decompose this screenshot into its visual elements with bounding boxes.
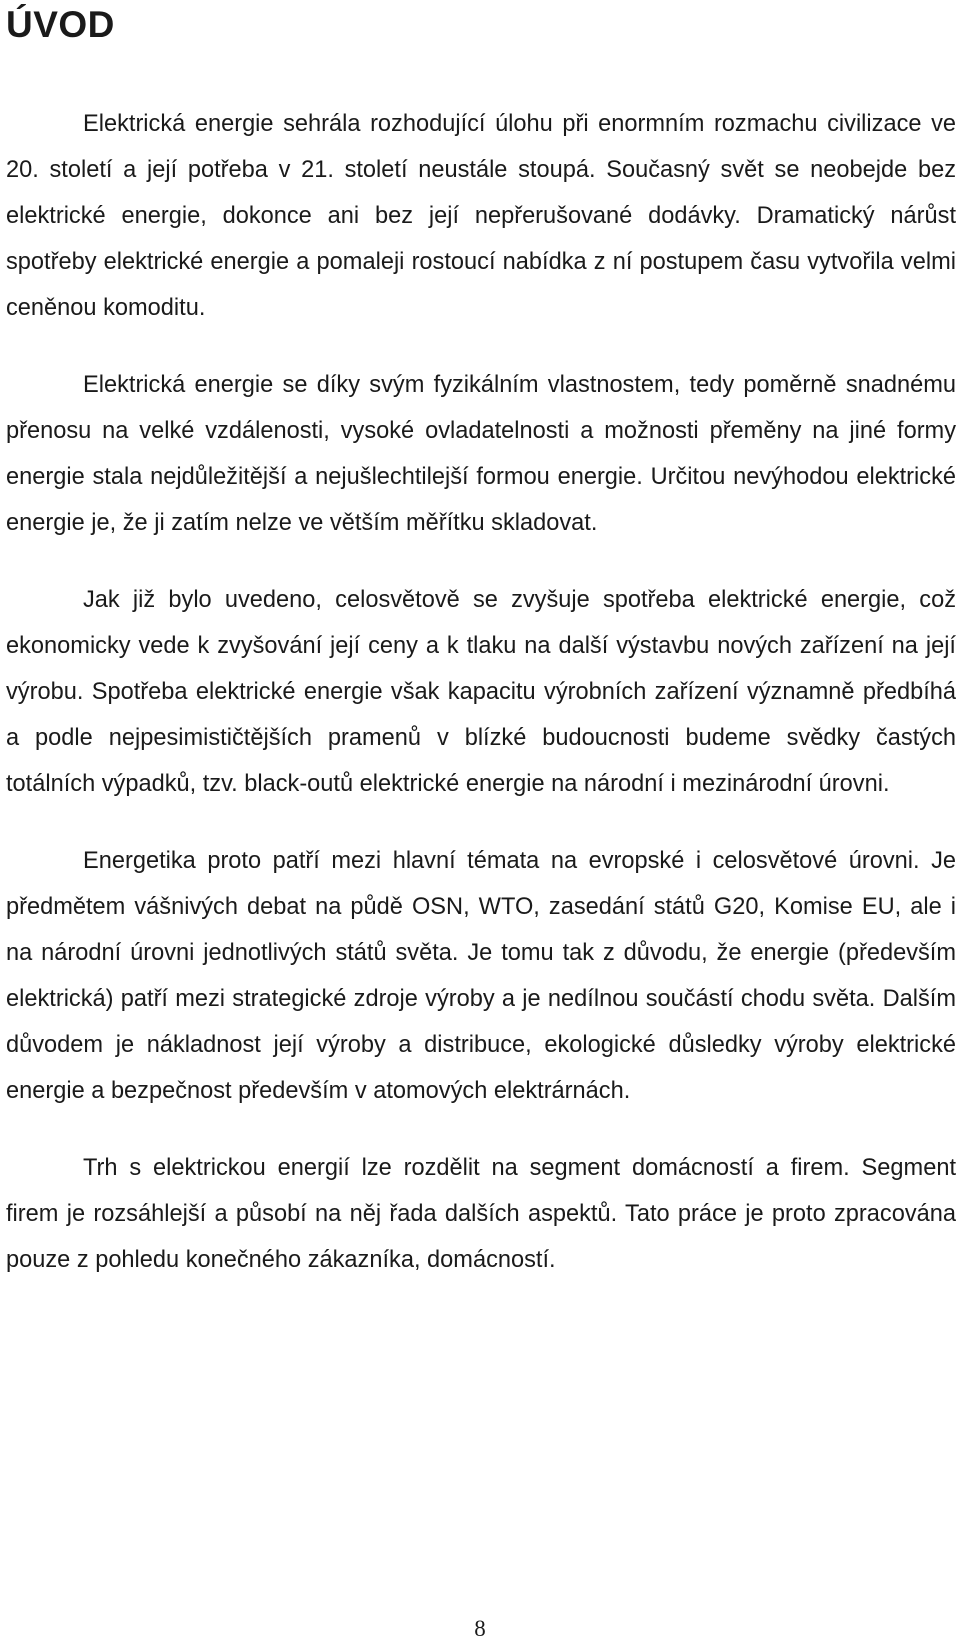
page-number: 8 <box>474 1616 486 1641</box>
body-text <box>6 101 956 1314</box>
section-heading: ÚVOD <box>6 4 115 45</box>
paragraph-2: Elektrická energie se díky svým fyzikálním vlastnostem, tedy poměrně snadnému přenosu na velké vzdálenosti, vysoké ovladatelnosti a možnosti přeměny na jiné formy energie stala nejdůležitější a nejušlechtilejší formou energie. Určitou nevýhodou elektrické energie je, že ji zatím nelze ve větším měřítku skladovat. <box>6 372 956 536</box>
paragraph-4: Energetika proto patří mezi hlavní témata na evropské i celosvětové úrovni. Je předmětem vášnivých debat na půdě OSN, WTO, zasedání států G20, Komise EU, ale i na národní úrovni jednotlivých států světa. Je tomu tak z důvodu, že energie (především elektrická) patří mezi strategické zdroje výroby a je nedílnou součástí chodu světa. Dalším důvodem je nákladnost její výroby a distribuce, ekologické důsledky výroby elektrické energie a bezpečnost především v atomových elektrárnách. <box>6 848 956 1104</box>
paragraph-3: Jak již bylo uvedeno, celosvětově se zvyšuje spotřeba elektrické energie, což ekonomicky vede k zvyšování její ceny a k tlaku na další výstavbu nových zařízení na její výrobu. Spotřeba elektrické energie však kapacitu výrobních zařízení významně předbíhá a podle nejpesimističtějších pramenů v blízké budoucnosti budeme svědky častých totálních výpadků, tzv. black-outů elektrické energie na národní i mezinárodní úrovni. <box>6 587 956 797</box>
paragraph-5: Trh s elektrickou energií lze rozdělit na segment domácností a firem. Segment firem je rozsáhlejší a působí na něj řada dalších aspektů. Tato práce je proto zpracována pouze z pohledu konečného zákazníka, domácností. <box>6 1155 956 1273</box>
paragraph-1: Elektrická energie sehrála rozhodující úlohu při enormním rozmachu civilizace ve 20. století a její potřeba v 21. století neustále stoupá. Současný svět se neobejde bez elektrické energie, dokonce ani bez její nepřerušované dodávky. Dramatický nárůst spotřeby elektrické energie a pomaleji rostoucí nabídka z ní postupem času vytvořila velmi ceněnou komoditu. <box>6 111 956 321</box>
